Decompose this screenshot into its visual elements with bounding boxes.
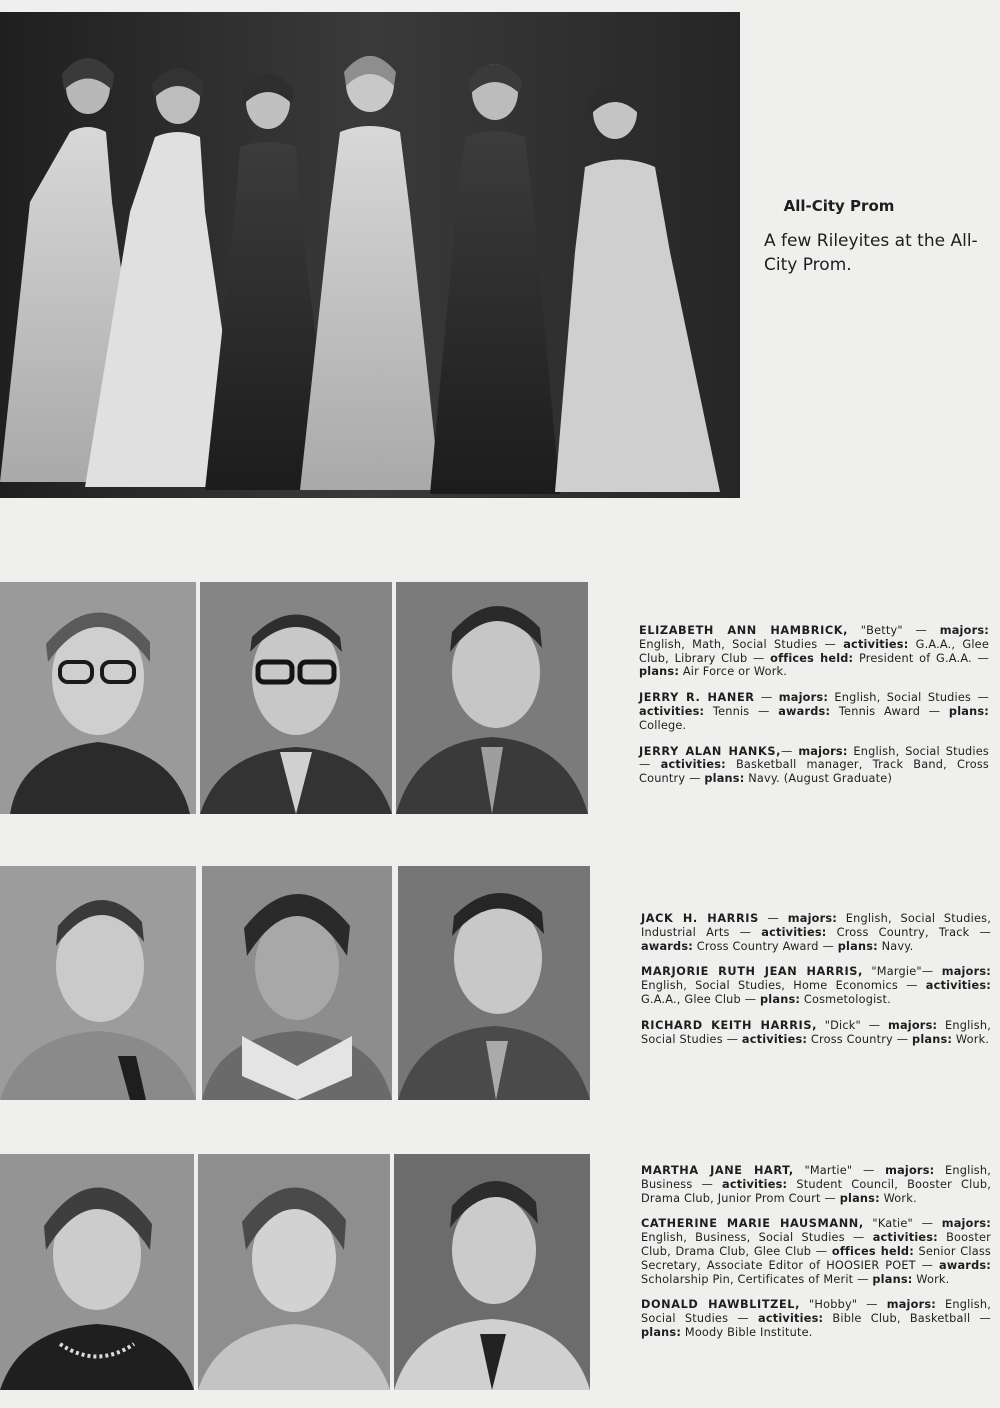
portrait-photo [396,582,588,814]
bio-entry: JERRY ALAN HANKS,— majors: English, Social Studies — activities: Basketball manager, Track Band, Cross Country — plans: Navy. (August Graduate) [639,744,990,786]
prom-title: All-City Prom [783,197,895,215]
bio-entry: CATHERINE MARIE HAUSMANN, "Katie" — majors: English, Business, Social Studies — activities: Booster Club, Drama Club, Glee Club — offices held: Senior Class Secretary, Associate Editor of HOOSIER POET — awards: Scholarship Pin, Certificates of Merit — plans: Work. [641,1217,991,1286]
bio-entry: ELIZABETH ANN HAMBRICK, "Betty" — majors: English, Math, Social Studies — activities: G.A.A., Glee Club, Library Club — offices held: President of G.A.A. — plans: Air Force or Work. [639,624,989,679]
prom-caption-text: A few Rileyites at the All-City Prom. [764,231,978,275]
bio-block-row-1 [639,624,989,798]
portrait-photo [0,866,196,1100]
portrait-photo [0,582,196,814]
bio-entry: RICHARD KEITH HARRIS, "Dick" — majors: English, Social Studies — activities: Cross Country — plans: Work. [641,1018,991,1046]
prom-caption [764,196,1000,277]
portrait-photo [202,866,392,1100]
portrait-photo [394,1154,590,1390]
bio-entry: DONALD HAWBLITZEL, "Hobby" — majors: English, Social Studies — activities: Bible Club, Basketball — plans: Moody Bible Institute. [641,1298,991,1339]
portrait-photo [198,1154,390,1390]
prom-photo [0,12,740,498]
bio-entry: MARJORIE RUTH JEAN HARRIS, "Margie"— majors: English, Social Studies, Home Economics — activities: G.A.A., Glee Club — plans: Cosmetologist. [641,965,991,1006]
bio-entry: JERRY R. HANER — majors: English, Social Studies — activities: Tennis — awards: Tennis Award — plans: College. [639,691,989,732]
bio-block-row-3 [641,1164,991,1352]
bio-entry: JACK H. HARRIS — majors: English, Social Studies, Industrial Arts — activities: Cross Country, Track — awards: Cross Country Award — plans: Navy. [641,912,991,953]
portrait-photo [200,582,392,814]
bio-block-row-2 [641,912,991,1058]
portrait-photo [0,1154,194,1390]
portrait-photo [398,866,590,1100]
bio-entry: MARTHA JANE HART, "Martie" — majors: English, Business — activities: Student Council, Booster Club, Drama Club, Junior Prom Court — plans: Work. [641,1164,992,1205]
